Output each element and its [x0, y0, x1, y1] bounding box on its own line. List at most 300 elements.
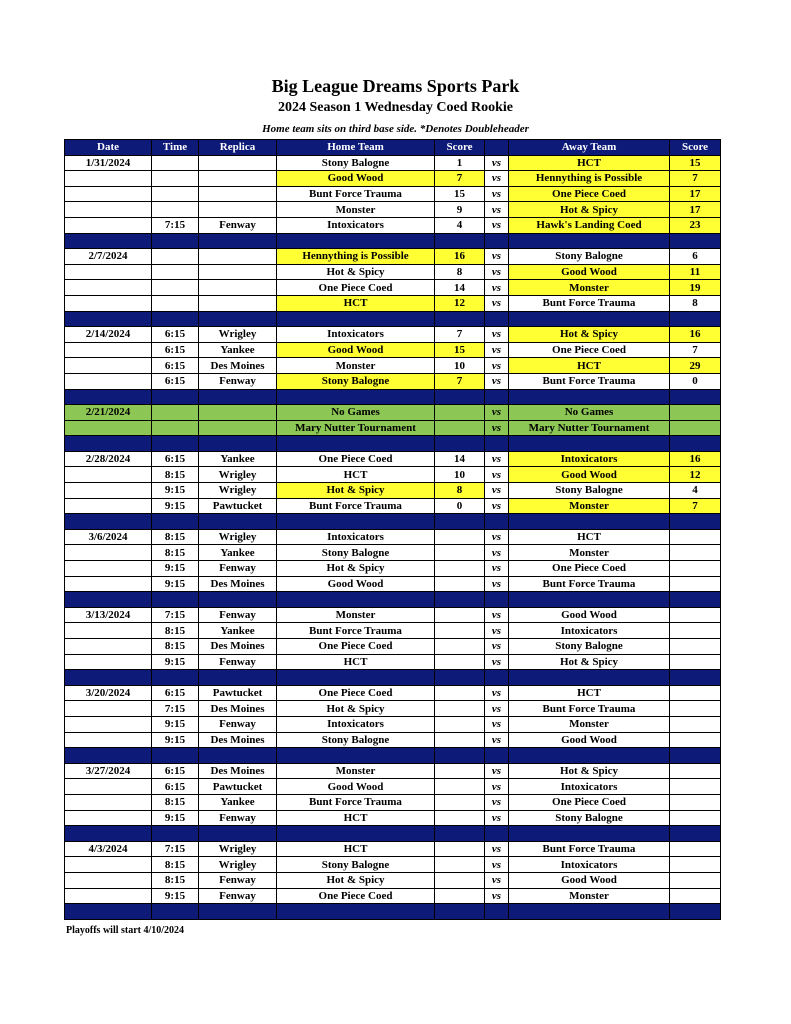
table-row — [65, 857, 721, 873]
time-cell — [152, 420, 199, 436]
home-score-cell — [435, 841, 485, 857]
home-team-cell: No Games — [277, 405, 435, 421]
home-team-cell: Hot & Spicy — [277, 561, 435, 577]
away-team-cell: Good Wood — [509, 607, 670, 623]
replica-cell: Yankee — [199, 794, 277, 810]
separator-cell — [152, 389, 199, 405]
separator-cell — [152, 904, 199, 920]
away-score-cell — [670, 716, 721, 732]
separator-cell — [199, 311, 277, 327]
vs-cell: vs — [485, 623, 509, 639]
week-separator-row — [65, 904, 721, 920]
week-separator-row — [65, 670, 721, 686]
separator-cell — [152, 311, 199, 327]
table-row — [65, 249, 721, 265]
away-score-cell: 6 — [670, 249, 721, 265]
replica-cell: Des Moines — [199, 358, 277, 374]
home-score-cell: 9 — [435, 202, 485, 218]
time-cell: 7:15 — [152, 607, 199, 623]
home-score-cell: 8 — [435, 483, 485, 499]
time-cell: 8:15 — [152, 545, 199, 561]
away-team-cell: Hot & Spicy — [509, 327, 670, 343]
table-row — [65, 467, 721, 483]
time-cell — [152, 155, 199, 171]
home-score-cell — [435, 888, 485, 904]
home-team-cell: Hot & Spicy — [277, 264, 435, 280]
week-separator-row — [65, 514, 721, 530]
replica-cell: Yankee — [199, 545, 277, 561]
away-score-cell: 15 — [670, 155, 721, 171]
replica-cell — [199, 264, 277, 280]
separator-cell — [65, 436, 152, 452]
home-score-cell: 8 — [435, 264, 485, 280]
time-cell: 8:15 — [152, 857, 199, 873]
separator-cell — [152, 826, 199, 842]
vs-cell: vs — [485, 217, 509, 233]
home-score-cell — [435, 779, 485, 795]
date-cell — [65, 264, 152, 280]
vs-cell: vs — [485, 872, 509, 888]
date-cell — [65, 872, 152, 888]
away-score-cell: 16 — [670, 451, 721, 467]
table-row — [65, 483, 721, 499]
separator-cell — [509, 904, 670, 920]
separator-cell — [435, 514, 485, 530]
separator-cell — [485, 670, 509, 686]
away-team-cell: Bunt Force Trauma — [509, 841, 670, 857]
separator-cell — [277, 592, 435, 608]
date-cell — [65, 654, 152, 670]
vs-cell: vs — [485, 529, 509, 545]
season-subtitle: 2024 Season 1 Wednesday Coed Rookie — [277, 100, 514, 115]
table-row — [65, 623, 721, 639]
home-score-cell — [435, 405, 485, 421]
time-cell: 7:15 — [152, 841, 199, 857]
separator-cell — [65, 904, 152, 920]
away-team-cell: HCT — [509, 155, 670, 171]
away-team-cell: Hawk's Landing Coed — [509, 217, 670, 233]
date-cell — [65, 639, 152, 655]
time-cell: 9:15 — [152, 498, 199, 514]
date-cell — [65, 576, 152, 592]
away-score-cell — [670, 732, 721, 748]
home-team-cell: Hot & Spicy — [277, 701, 435, 717]
separator-cell — [435, 826, 485, 842]
separator-cell — [435, 311, 485, 327]
header-replica: Replica — [199, 140, 277, 156]
away-score-cell: 0 — [670, 373, 721, 389]
separator-cell — [435, 592, 485, 608]
date-cell — [65, 779, 152, 795]
vs-cell: vs — [485, 841, 509, 857]
time-cell: 6:15 — [152, 342, 199, 358]
home-score-cell: 7 — [435, 171, 485, 187]
table-row — [65, 561, 721, 577]
home-score-cell: 16 — [435, 249, 485, 265]
date-cell — [65, 280, 152, 296]
vs-cell: vs — [485, 186, 509, 202]
away-team-cell: Bunt Force Trauma — [509, 701, 670, 717]
home-score-cell — [435, 639, 485, 655]
header-date: Date — [65, 140, 152, 156]
home-team-cell: Intoxicators — [277, 529, 435, 545]
separator-cell — [199, 592, 277, 608]
vs-cell: vs — [485, 607, 509, 623]
vs-cell: vs — [485, 342, 509, 358]
replica-cell — [199, 280, 277, 296]
time-cell — [152, 171, 199, 187]
separator-cell — [670, 514, 721, 530]
vs-cell: vs — [485, 794, 509, 810]
date-cell — [65, 623, 152, 639]
home-score-cell — [435, 732, 485, 748]
vs-cell: vs — [485, 467, 509, 483]
away-team-cell: Hennything is Possible — [509, 171, 670, 187]
table-row — [65, 529, 721, 545]
away-team-cell: Intoxicators — [509, 623, 670, 639]
table-row — [65, 280, 721, 296]
time-cell: 9:15 — [152, 576, 199, 592]
home-score-cell: 12 — [435, 295, 485, 311]
away-score-cell — [670, 763, 721, 779]
replica-cell: Wrigley — [199, 529, 277, 545]
replica-cell: Fenway — [199, 888, 277, 904]
table-row — [65, 607, 721, 623]
away-team-cell: Stony Balogne — [509, 639, 670, 655]
away-score-cell — [670, 857, 721, 873]
date-cell: 3/27/2024 — [65, 763, 152, 779]
time-cell — [152, 280, 199, 296]
vs-cell: vs — [485, 280, 509, 296]
separator-cell — [485, 904, 509, 920]
separator-cell — [435, 389, 485, 405]
schedule-body — [65, 155, 721, 919]
separator-cell — [435, 233, 485, 249]
away-team-cell: Stony Balogne — [509, 249, 670, 265]
separator-cell — [670, 436, 721, 452]
table-row — [65, 701, 721, 717]
separator-cell — [199, 748, 277, 764]
separator-cell — [435, 748, 485, 764]
separator-cell — [277, 514, 435, 530]
date-cell — [65, 373, 152, 389]
table-row — [65, 498, 721, 514]
vs-cell: vs — [485, 857, 509, 873]
away-team-cell: Hot & Spicy — [509, 763, 670, 779]
away-team-cell: Monster — [509, 716, 670, 732]
page-title: Big League Dreams Sports Park — [271, 76, 520, 96]
table-row — [65, 888, 721, 904]
away-team-cell: No Games — [509, 405, 670, 421]
away-score-cell: 17 — [670, 202, 721, 218]
week-separator-row — [65, 311, 721, 327]
time-cell: 8:15 — [152, 794, 199, 810]
home-team-cell: One Piece Coed — [277, 888, 435, 904]
table-row — [65, 358, 721, 374]
home-team-cell: Intoxicators — [277, 217, 435, 233]
table-row — [65, 810, 721, 826]
time-cell: 6:15 — [152, 685, 199, 701]
away-score-cell — [670, 701, 721, 717]
table-row — [65, 186, 721, 202]
separator-cell — [485, 311, 509, 327]
home-team-cell: Mary Nutter Tournament — [277, 420, 435, 436]
date-cell — [65, 857, 152, 873]
separator-cell — [485, 592, 509, 608]
time-cell: 9:15 — [152, 732, 199, 748]
separator-cell — [670, 389, 721, 405]
home-team-cell: Stony Balogne — [277, 155, 435, 171]
away-score-cell — [670, 810, 721, 826]
away-score-cell: 23 — [670, 217, 721, 233]
separator-cell — [65, 389, 152, 405]
vs-cell: vs — [485, 420, 509, 436]
separator-cell — [670, 748, 721, 764]
table-row — [65, 420, 721, 436]
date-cell — [65, 545, 152, 561]
separator-cell — [152, 436, 199, 452]
away-score-cell — [670, 888, 721, 904]
away-score-cell — [670, 405, 721, 421]
table-row — [65, 872, 721, 888]
replica-cell: Des Moines — [199, 576, 277, 592]
home-score-cell: 15 — [435, 342, 485, 358]
replica-cell — [199, 405, 277, 421]
home-team-cell: One Piece Coed — [277, 280, 435, 296]
time-cell: 9:15 — [152, 654, 199, 670]
vs-cell: vs — [485, 701, 509, 717]
separator-cell — [277, 826, 435, 842]
replica-cell: Yankee — [199, 342, 277, 358]
separator-cell — [509, 826, 670, 842]
header-home-score: Score — [435, 140, 485, 156]
time-cell: 8:15 — [152, 639, 199, 655]
replica-cell: Yankee — [199, 623, 277, 639]
separator-cell — [199, 436, 277, 452]
replica-cell: Pawtucket — [199, 498, 277, 514]
time-cell: 7:15 — [152, 217, 199, 233]
time-cell: 8:15 — [152, 623, 199, 639]
vs-cell: vs — [485, 654, 509, 670]
away-score-cell — [670, 872, 721, 888]
away-score-cell — [670, 685, 721, 701]
home-team-cell: Bunt Force Trauma — [277, 186, 435, 202]
vs-cell: vs — [485, 249, 509, 265]
home-score-cell — [435, 420, 485, 436]
time-cell: 6:15 — [152, 373, 199, 389]
separator-cell — [65, 670, 152, 686]
table-row — [65, 545, 721, 561]
date-cell: 1/31/2024 — [65, 155, 152, 171]
table-row — [65, 576, 721, 592]
separator-cell — [435, 436, 485, 452]
home-team-cell: Monster — [277, 358, 435, 374]
away-score-cell: 11 — [670, 264, 721, 280]
replica-cell — [199, 186, 277, 202]
home-team-cell: HCT — [277, 467, 435, 483]
separator-cell — [485, 514, 509, 530]
time-cell — [152, 264, 199, 280]
replica-cell: Des Moines — [199, 732, 277, 748]
separator-cell — [65, 233, 152, 249]
away-score-cell: 4 — [670, 483, 721, 499]
away-team-cell: One Piece Coed — [509, 794, 670, 810]
away-team-cell: Monster — [509, 280, 670, 296]
time-cell — [152, 202, 199, 218]
away-team-cell: Stony Balogne — [509, 810, 670, 826]
separator-cell — [509, 233, 670, 249]
replica-cell — [199, 249, 277, 265]
vs-cell: vs — [485, 810, 509, 826]
home-team-cell: Bunt Force Trauma — [277, 794, 435, 810]
separator-cell — [435, 670, 485, 686]
date-cell — [65, 186, 152, 202]
home-team-cell: Stony Balogne — [277, 545, 435, 561]
separator-cell — [485, 748, 509, 764]
home-team-cell: One Piece Coed — [277, 639, 435, 655]
separator-cell — [199, 826, 277, 842]
separator-cell — [277, 436, 435, 452]
header-home-team: Home Team — [277, 140, 435, 156]
home-score-cell — [435, 607, 485, 623]
table-row — [65, 685, 721, 701]
away-score-cell — [670, 576, 721, 592]
replica-cell: Des Moines — [199, 639, 277, 655]
date-cell — [65, 295, 152, 311]
home-score-cell — [435, 685, 485, 701]
separator-cell — [152, 592, 199, 608]
away-score-cell — [670, 561, 721, 577]
home-team-cell: Monster — [277, 763, 435, 779]
home-team-cell: Stony Balogne — [277, 732, 435, 748]
date-cell — [65, 716, 152, 732]
home-team-cell: Good Wood — [277, 342, 435, 358]
separator-cell — [152, 748, 199, 764]
home-score-cell: 7 — [435, 327, 485, 343]
away-score-cell: 19 — [670, 280, 721, 296]
home-team-cell: Hennything is Possible — [277, 249, 435, 265]
separator-cell — [199, 389, 277, 405]
separator-cell — [670, 826, 721, 842]
away-team-cell: Hot & Spicy — [509, 202, 670, 218]
replica-cell — [199, 155, 277, 171]
table-row — [65, 217, 721, 233]
home-score-cell: 7 — [435, 373, 485, 389]
replica-cell: Fenway — [199, 654, 277, 670]
time-cell: 8:15 — [152, 872, 199, 888]
home-score-cell: 10 — [435, 358, 485, 374]
date-cell: 3/13/2024 — [65, 607, 152, 623]
home-score-cell: 4 — [435, 217, 485, 233]
home-team-cell: Bunt Force Trauma — [277, 623, 435, 639]
date-cell — [65, 732, 152, 748]
home-team-cell: Bunt Force Trauma — [277, 498, 435, 514]
separator-cell — [435, 904, 485, 920]
away-score-cell: 16 — [670, 327, 721, 343]
home-score-cell — [435, 810, 485, 826]
table-row — [65, 171, 721, 187]
time-cell: 9:15 — [152, 810, 199, 826]
vs-cell: vs — [485, 685, 509, 701]
away-score-cell: 17 — [670, 186, 721, 202]
home-score-cell — [435, 716, 485, 732]
table-row — [65, 155, 721, 171]
replica-cell: Des Moines — [199, 763, 277, 779]
away-team-cell: Good Wood — [509, 732, 670, 748]
away-team-cell: Monster — [509, 498, 670, 514]
separator-cell — [509, 311, 670, 327]
home-team-cell: Intoxicators — [277, 716, 435, 732]
home-score-cell — [435, 872, 485, 888]
date-cell: 3/20/2024 — [65, 685, 152, 701]
vs-cell: vs — [485, 576, 509, 592]
separator-cell — [277, 670, 435, 686]
vs-cell: vs — [485, 405, 509, 421]
away-team-cell: Good Wood — [509, 872, 670, 888]
header-away-team: Away Team — [509, 140, 670, 156]
vs-cell: vs — [485, 763, 509, 779]
separator-cell — [485, 389, 509, 405]
home-team-cell: Hot & Spicy — [277, 483, 435, 499]
separator-cell — [152, 670, 199, 686]
date-cell — [65, 888, 152, 904]
table-row — [65, 373, 721, 389]
separator-cell — [65, 311, 152, 327]
away-team-cell: Monster — [509, 545, 670, 561]
replica-cell — [199, 295, 277, 311]
time-cell: 6:15 — [152, 327, 199, 343]
vs-cell: vs — [485, 716, 509, 732]
separator-cell — [152, 514, 199, 530]
separator-cell — [277, 748, 435, 764]
time-cell: 7:15 — [152, 701, 199, 717]
separator-cell — [509, 436, 670, 452]
separator-cell — [670, 904, 721, 920]
home-score-cell: 0 — [435, 498, 485, 514]
replica-cell: Fenway — [199, 217, 277, 233]
replica-cell: Fenway — [199, 716, 277, 732]
date-cell: 2/28/2024 — [65, 451, 152, 467]
home-score-cell — [435, 545, 485, 561]
replica-cell: Wrigley — [199, 327, 277, 343]
away-team-cell: Intoxicators — [509, 451, 670, 467]
home-team-cell: Hot & Spicy — [277, 872, 435, 888]
home-team-cell: Good Wood — [277, 576, 435, 592]
away-score-cell: 12 — [670, 467, 721, 483]
time-cell: 9:15 — [152, 716, 199, 732]
vs-cell: vs — [485, 155, 509, 171]
vs-cell: vs — [485, 888, 509, 904]
playoffs-note: Playoffs will start 4/10/2024 — [66, 925, 185, 936]
replica-cell: Wrigley — [199, 467, 277, 483]
date-cell: 2/7/2024 — [65, 249, 152, 265]
separator-cell — [199, 904, 277, 920]
home-team-cell: One Piece Coed — [277, 685, 435, 701]
time-cell: 6:15 — [152, 358, 199, 374]
separator-cell — [509, 389, 670, 405]
home-team-cell: Monster — [277, 202, 435, 218]
separator-cell — [670, 233, 721, 249]
home-team-cell: HCT — [277, 654, 435, 670]
table-row — [65, 264, 721, 280]
date-cell: 2/14/2024 — [65, 327, 152, 343]
time-cell — [152, 249, 199, 265]
separator-cell — [485, 233, 509, 249]
header-time: Time — [152, 140, 199, 156]
separator-cell — [277, 233, 435, 249]
date-cell — [65, 794, 152, 810]
away-score-cell — [670, 607, 721, 623]
